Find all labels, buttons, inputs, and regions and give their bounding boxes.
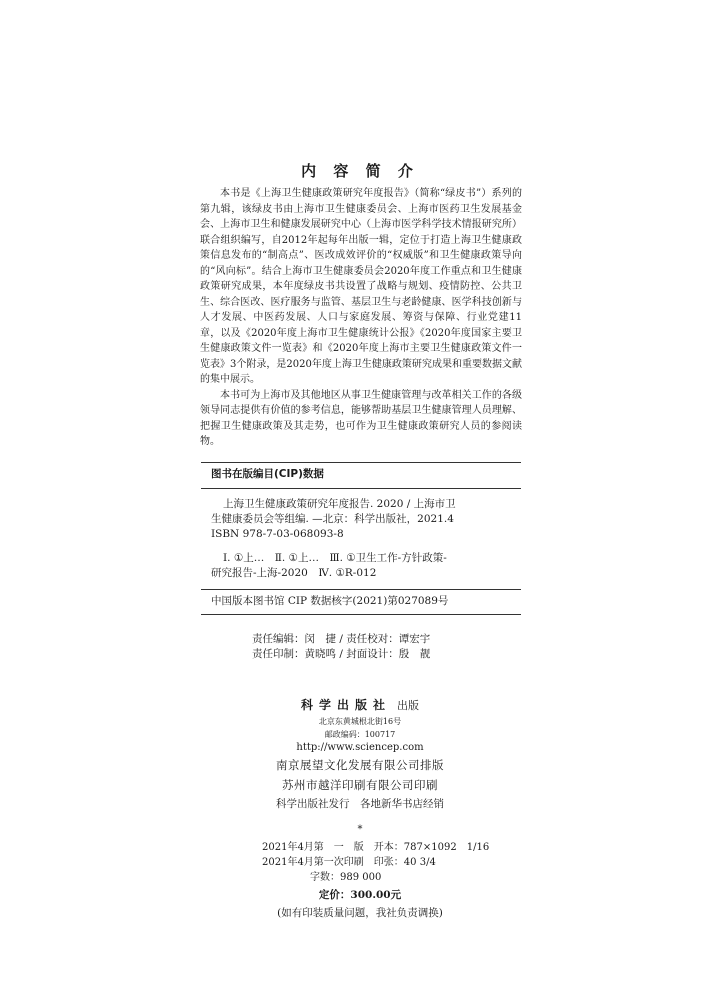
publisher-block <box>0 696 720 835</box>
credit-line: 责任印制：黄晓鸣 / 封面设计：殷 靓 <box>252 648 431 660</box>
publisher-logo-text: 科学出版社 <box>300 698 391 712</box>
price: 定价：300.00元 <box>318 889 402 901</box>
cip-classification <box>201 542 521 581</box>
printer: 苏州市越洋印刷有限公司印刷 <box>282 778 438 792</box>
separator-star: * <box>357 824 363 835</box>
publisher-website: http://www.sciencep.com <box>296 742 424 753</box>
intro-paragraph: 本书是《上海卫生健康政策研究年度报告》（简称“绿皮书”）系列的第九辑，该绿皮书由上海市卫生健康委员会、上海市医药卫生发展基金会、上海市卫生和健康发展研究中心（上海市医学科学技术情报研究所）联合组织编写，自2012年起每年出版一辑，定位于打造上海卫生健康政策信息发布的“制高点”、医改成效评价的“权威版”和卫生健康政策导向的“风向标”。结合上海市卫生健康委员会2020年度工作重点和卫生健康政策研究成果，本年度绿皮书共设置了战略与规划、疫情防控、公共卫生、综合医改、医疗服务与监管、基层卫生与老龄健康、医学科技创新与人才发展、中医药发展、人口与家庭发展、筹资与保障、行业党建11章，以及《2020年度上海市卫生健康统计公报》《2020年度国家主要卫生健康政策文件一览表》和《2020年度上海市主要卫生健康政策文件一览表》3个附录，是2020年度上海卫生健康政策研究成果和重要数据文献的集中展示。 <box>200 188 522 385</box>
cip-check-number: 中国版本图书馆 CIP 数据核字(2021)第027089号 <box>201 589 521 614</box>
intro-paragraph: 本书可为上海市及其他地区从事卫生健康管理与改革相关工作的各级领导同志提供有价值的参考信息，能够帮助基层卫生健康管理人员理解、把握卫生健康政策及其走势，也可作为卫生健康政策研究人员的参阅读物。 <box>200 389 522 447</box>
cip-description <box>201 489 521 542</box>
typesetter: 南京展望文化发展有限公司排版 <box>276 758 444 772</box>
intro-text <box>200 186 522 450</box>
cip-isbn: ISBN 978-7-03-068093-8 <box>211 528 344 540</box>
credit-line: 责任编辑：闵 捷 / 责任校对：谭宏宇 <box>252 633 431 645</box>
cip-class-line: 研究报告-上海-2020 Ⅳ. ①R-012 <box>211 567 377 579</box>
distribution: 科学出版社发行 各地新华书店经销 <box>276 798 444 810</box>
editor-credits <box>252 632 430 662</box>
edition-line: 2021年4月第 一 版 开本：787×1092 1/16 <box>262 842 490 853</box>
print-specs <box>262 840 489 885</box>
cip-desc-line: 上海卫生健康政策研究年度报告. 2020 / 上海市卫 <box>223 498 456 510</box>
cip-heading: 图书在版编目(CIP)数据 <box>201 463 521 489</box>
publisher-suffix: 出版 <box>397 699 419 712</box>
intro-title: 内 容 简 介 <box>301 162 419 180</box>
cip-class-line: Ⅰ. ①上… Ⅱ. ①上… Ⅲ. ①卫生工作-方针政策- <box>223 552 447 564</box>
printing-line: 2021年4月第一次印刷 印张：40 3/4 <box>262 857 436 868</box>
cip-block <box>201 462 521 615</box>
publisher-name <box>0 696 720 713</box>
publisher-postcode: 邮政编码：100717 <box>324 730 396 739</box>
word-count: 字数：989 000 <box>310 872 382 883</box>
quality-notice: (如有印装质量问题，我社负责调换) <box>277 907 443 919</box>
cip-desc-line: 生健康委员会等组编. —北京：科学出版社，2021.4 <box>211 513 454 525</box>
publisher-address: 北京东黄城根北街16号 <box>318 717 402 726</box>
